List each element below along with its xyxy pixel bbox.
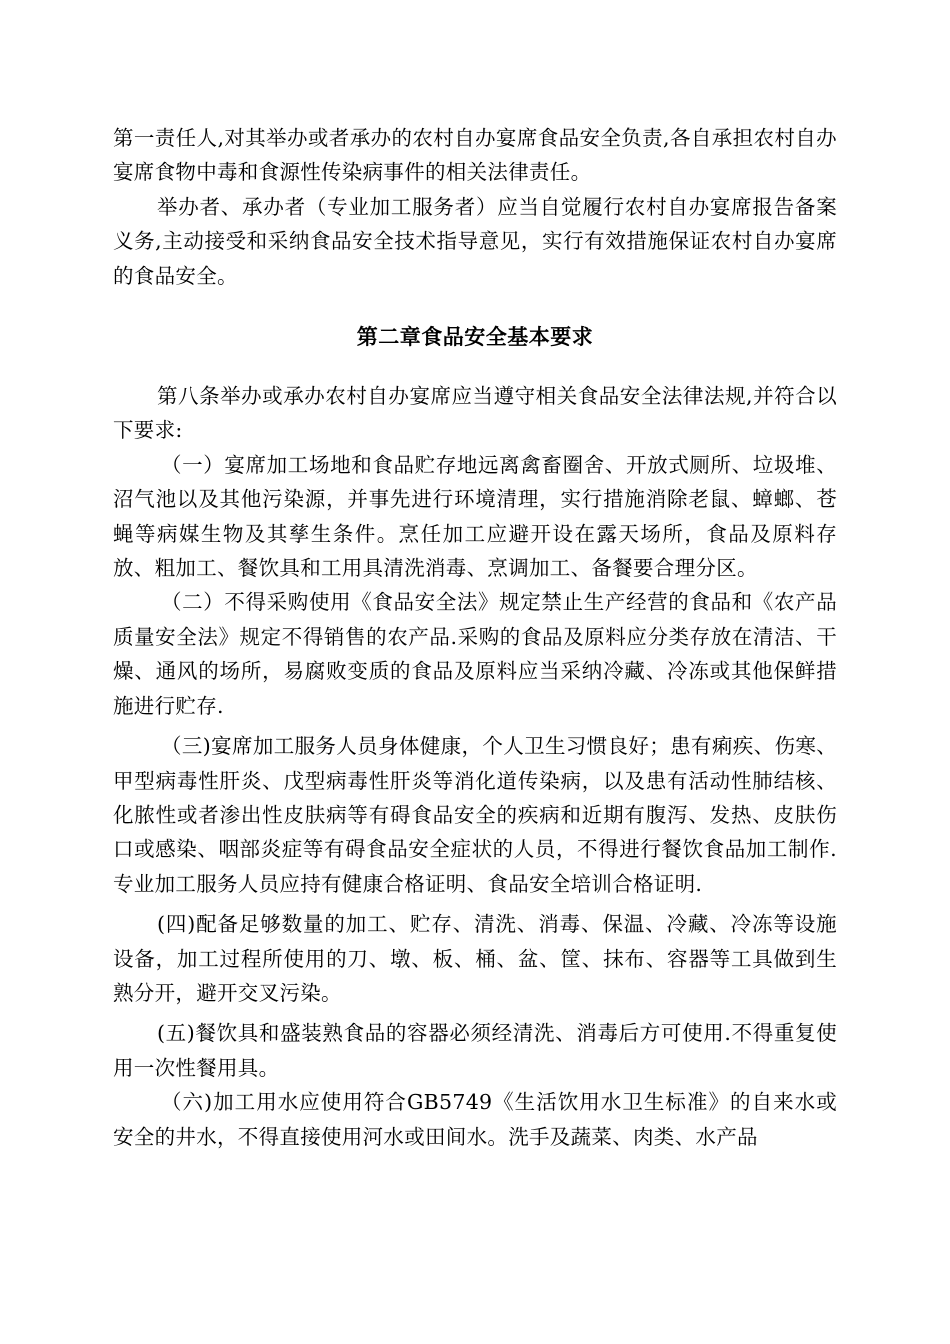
list-item-1: （一）宴席加工场地和食品贮存地远离禽畜圈舍、开放式厕所、垃圾堆、沼气池以及其他污染源，并事先进行环境清理，实行措施消除老鼠、蟑螂、苍蝇等病媒生物及其孳生条件。烹任加工应避开设在露天场所，食品及原料存放、粗加工、餐饮具和工用具清洗消毒、烹调加工、备餐要合理分区。 — [113, 452, 837, 581]
article-8-intro: 第八条举办或承办农村自办宴席应当遵守相关食品安全法律法规,并符合以下要求: — [113, 384, 837, 443]
chapter-heading: 第二章食品安全基本要求 — [356, 325, 594, 350]
list-item-5: (五)餐饮具和盛装熟食品的容器必须经清洗、消毒后方可使用.不得重复使用一次性餐用具。 — [113, 1021, 837, 1080]
list-item-6: （六)加工用水应使用符合GB5749《生活饮用水卫生标准》的自来水或安全的井水，不得直接使用河水或田间水。洗手及蔬菜、肉类、水产品 — [113, 1090, 837, 1149]
list-item-2: （二）不得采购使用《食品安全法》规定禁止生产经营的食品和《农产品质量安全法》规定不得销售的农产品.采购的食品及原料应分类存放在清洁、干燥、通风的场所，易腐败变质的食品及原料应当采纳冷藏、冷冻或其他保鲜措施进行贮存. — [113, 590, 837, 718]
list-item-3: （三)宴席加工服务人员身体健康，个人卫生习惯良好；患有痢疾、伤寒、甲型病毒性肝炎、戊型病毒性肝炎等消化道传染病，以及患有活动性肺结核、化脓性或者渗出性皮肤病等有碍食品安全的疾病和近期有腹泻、发热、皮肤伤口或感染、咽部炎症等有碍食品安全症状的人员，不得进行餐饮食品加工制作.专业加工服务人员应持有健康合格证明、食品安全培训合格证明. — [113, 734, 837, 896]
paragraph-responsibility: 第一责任人,对其举办或者承办的农村自办宴席食品安全负责,各自承担农村自办宴席食物中毒和食源性传染病事件的相关法律责任。 — [113, 126, 837, 185]
list-item-4: (四)配备足够数量的加工、贮存、清洗、消毒、保温、冷藏、冷冻等设施设备，加工过程所使用的刀、墩、板、桶、盆、筐、抹布、容器等工具做到生熟分开，避开交叉污染。 — [113, 912, 837, 1005]
paragraph-reporting-duty: 举办者、承办者（专业加工服务者）应当自觉履行农村自办宴席报告备案义务,主动接受和采纳食品安全技术指导意见，实行有效措施保证农村自办宴席的食品安全。 — [113, 194, 837, 288]
document-page — [113, 121, 837, 1154]
